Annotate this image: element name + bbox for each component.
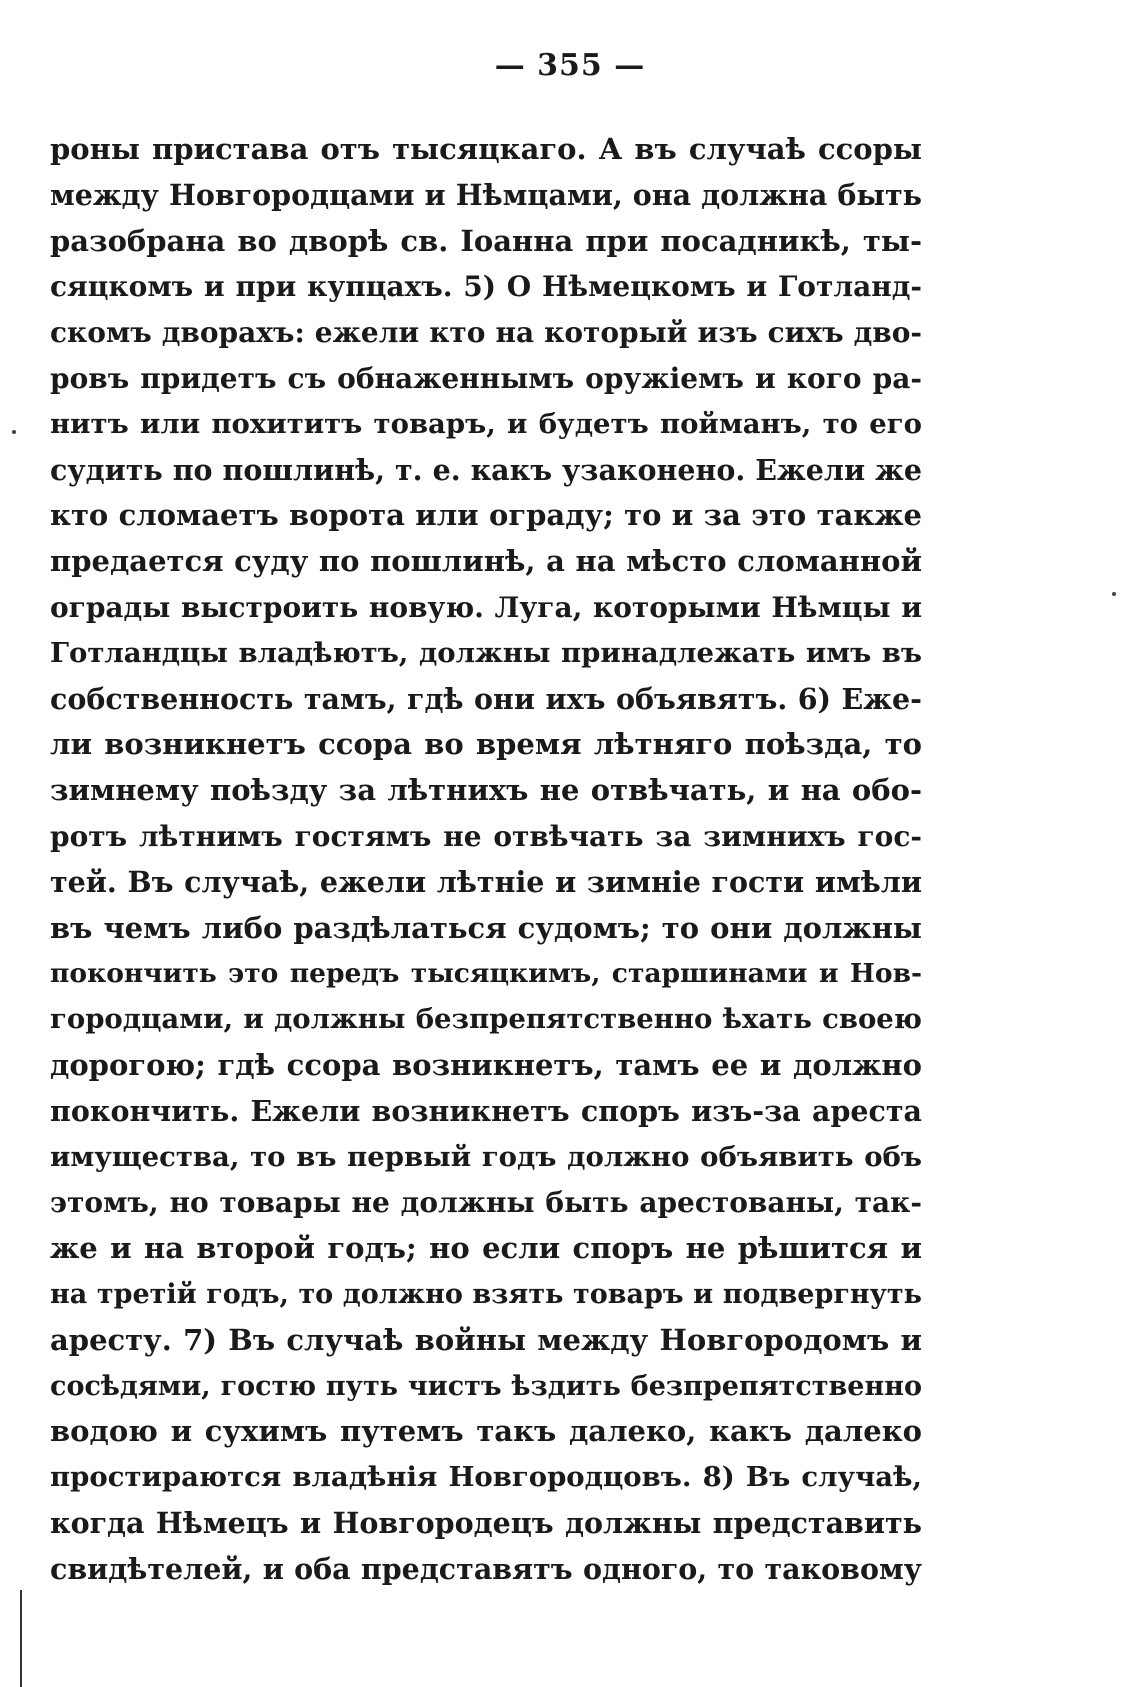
text-line: роны пристава отъ тысяцкаго. А въ случаѣ ссоры: [50, 132, 922, 166]
text-line: ли возникнетъ ссора во время лѣтняго поѣзда, то: [50, 727, 922, 762]
text-line: въ чемъ либо раздѣлаться судомъ; то они должны: [50, 910, 922, 945]
text-line: скомъ дворахъ: ежели кто на который изъ сихъ дво-: [50, 316, 922, 350]
text-line: простираются владѣнія Новгородцовъ. 8) Въ случаѣ,: [50, 1461, 922, 1494]
text-line: же и на второй годъ; но если споръ не рѣшится и: [50, 1231, 922, 1266]
page-number: — 355 —: [494, 48, 646, 83]
text-line: кто сломаетъ ворота или ограду; то и за это также: [50, 498, 922, 533]
text-line: тей. Въ случаѣ, ежели лѣтніе и зимніе гости имѣли: [50, 864, 922, 899]
text-line: предается суду по пошлинѣ, а на мѣсто сломанной: [50, 544, 922, 579]
text-line: этомъ, но товары не должны быть арестованы, так-: [50, 1186, 922, 1220]
text-line: покончить это передъ тысяцкимъ, старшинами и Нов-: [50, 958, 922, 990]
text-line: разобрана во дворѣ св. Іоанна при посадникѣ, ты-: [50, 223, 922, 258]
scan-speck: [1112, 592, 1116, 596]
text-line: дорогою; гдѣ ссора возникнетъ, тамъ ее и должно: [50, 1047, 922, 1082]
text-line: водою и сухимъ путемъ такъ далеко, какъ далеко: [50, 1414, 922, 1449]
text-line: ограды выстроить новую. Луга, которыми Нѣмцы и: [50, 590, 922, 624]
text-line: нитъ или похититъ товаръ, и будетъ пойманъ, то его: [50, 407, 922, 440]
text-line: ротъ лѣтнимъ гостямъ не отвѣчать за зимнихъ гос-: [50, 819, 922, 853]
text-line: Готландцы владѣютъ, должны принадлежать имъ въ: [50, 636, 922, 669]
text-line: ровъ придетъ съ обнаженнымъ оружіемъ и кого ра-: [50, 361, 922, 395]
text-line: сосѣдями, гостю путь чистъ ѣздить безпрепятственно: [50, 1370, 922, 1402]
text-line: имущества, то въ первый годъ должно объявить объ: [50, 1140, 922, 1173]
text-line: свидѣтелей, и оба представятъ одного, то таковому: [50, 1551, 922, 1586]
text-line: зимнему поѣзду за лѣтнихъ не отвѣчать, и на обо-: [50, 773, 922, 808]
text-line: собственность тамъ, гдѣ они ихъ объявятъ. 6) Еже-: [50, 681, 922, 716]
text-line: на третій годъ, то должно взять товаръ и подвергнуть: [50, 1278, 922, 1310]
text-line: аресту. 7) Въ случаѣ войны между Новгородомъ и: [50, 1322, 922, 1357]
text-line: покончить. Ежели возникнетъ споръ изъ-за ареста: [50, 1093, 922, 1128]
body-text: [50, 127, 922, 1593]
scan-margin-line: [20, 1590, 22, 1687]
text-line: между Новгородцами и Нѣмцами, она должна быть: [50, 177, 922, 212]
text-line: когда Нѣмецъ и Новгородецъ должны представить: [50, 1505, 922, 1540]
text-line: судить по пошлинѣ, т. е. какъ узаконено. Ежели же: [50, 452, 922, 487]
scan-speck: [12, 430, 16, 434]
text-line: сяцкомъ и при купцахъ. 5) О Нѣмецкомъ и Готланд-: [50, 270, 922, 304]
text-line: городцами, и должны безпрепятственно ѣхать своею: [50, 1003, 922, 1036]
